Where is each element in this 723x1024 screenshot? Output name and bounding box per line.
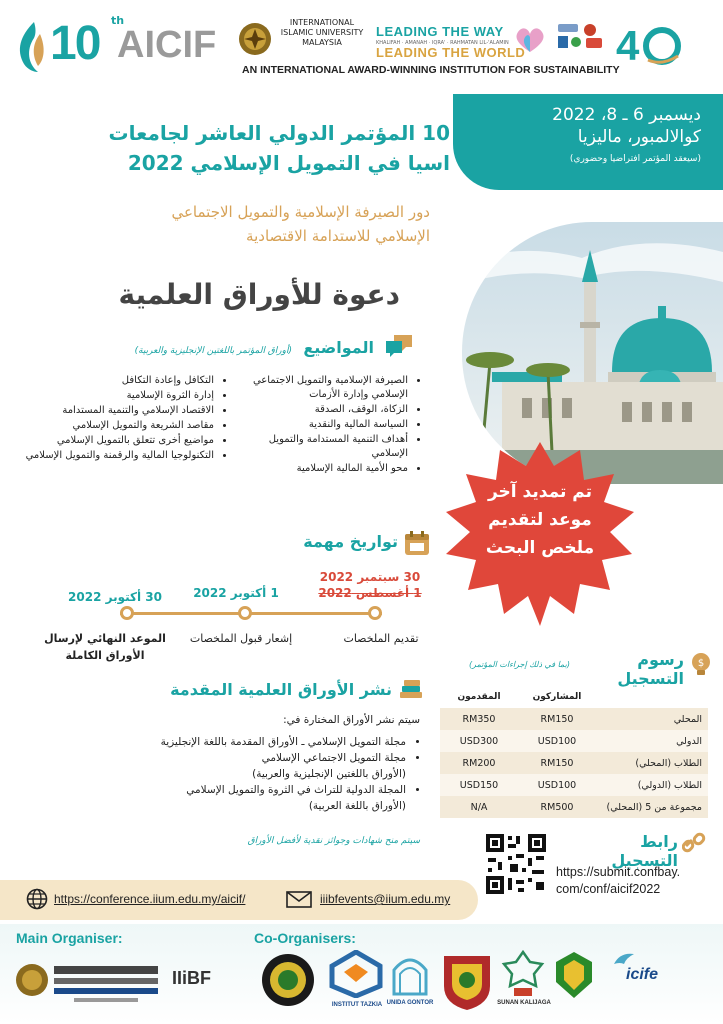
publication-footnote: سيتم منح شهادات وجوائز نقدية لأفضل الأوراق [247, 836, 420, 846]
topics-subheading: (أوراق المؤتمر باللغتين الإنجليزية والعربية) [134, 346, 292, 356]
leading-the-way: LEADING THE WAY [376, 24, 504, 39]
deadline-notice [452, 478, 628, 562]
list-item: • إدارة الثروة الإسلامية [10, 389, 214, 403]
tagline: AN INTERNATIONAL AWARD-WINNING INSTITUTION FOR SUSTAINABILITY [242, 64, 620, 76]
title-line-1: 10 المؤتمر الدولي العاشر لجامعات [108, 121, 450, 145]
fee-cell: USD100 [518, 730, 596, 752]
sunan-kalijaga-logo-icon [500, 950, 546, 1000]
list-item: • السياسة المالية والنقدية [234, 418, 408, 432]
event-dates: ديسمبر 6 ـ 8، 2022 [552, 105, 701, 125]
theme-line-2: الإسلامي للاستدامة الاقتصادية [246, 227, 430, 245]
list-item: • المجلة الدولية للتراث في الثروة والتمويل الإسلامي [60, 782, 406, 798]
event-mode: (سيعقد المؤتمر افتراضيا وحضوري) [569, 154, 701, 164]
crest-logo-icon [438, 950, 496, 1012]
dates-timeline [120, 606, 382, 620]
publication-list [60, 734, 420, 814]
fee-cell: RM200 [440, 752, 518, 774]
unida-logo-icon [390, 950, 430, 998]
registration-url[interactable] [556, 864, 716, 898]
co-organisers-label: Co-Organisers: [254, 930, 356, 946]
topics-list-left [10, 374, 226, 464]
date-full-paper: 30 أكتوبر 2022 [68, 590, 162, 604]
qr-code-icon[interactable] [484, 832, 548, 896]
fee-category: المحلي [596, 708, 708, 730]
registration-url-line-2[interactable]: com/conf/aicif2022 [556, 882, 661, 896]
chat-bubbles-icon [384, 333, 414, 359]
iium-logo-icon [14, 950, 164, 1012]
event-location: كوالالمبور، ماليزيا [577, 127, 701, 147]
conference-title [30, 118, 450, 178]
call-for-papers: دعوة للأوراق العلمية [118, 278, 400, 311]
date-abstract-old: 1 أغسطس 2022 [318, 586, 422, 600]
theme-line-1: دور الصيرفة الإسلامية والتمويل الاجتماعي [171, 203, 430, 221]
sdg-partner-logos-icon [556, 22, 604, 52]
list-item-note: (الأوراق باللغتين الإنجليزية والعربية) [252, 768, 406, 780]
label-acceptance: إشعار قبول الملخصات [189, 632, 293, 645]
fees-heading: رسوم التسجيل [617, 650, 684, 688]
deadline-line-3: ملخص البحث [485, 538, 595, 558]
website-link[interactable]: https://conference.iium.edu.my/aicif/ [54, 892, 246, 906]
col-presenters: المقدمون [457, 692, 501, 702]
table-header [440, 686, 708, 708]
main-organiser-label: Main Organiser: [16, 930, 123, 946]
fee-cell: RM350 [440, 708, 518, 730]
publication-intro: سيتم نشر الأوراق المختارة في: [283, 714, 420, 726]
date-acceptance: 1 أكتوبر 2022 [193, 586, 279, 600]
university-name: INTERNATIONAL ISLAMIC UNIVERSITY MALAYSIA [280, 18, 364, 47]
header [0, 0, 723, 82]
table-row [440, 708, 708, 730]
table-row [440, 774, 708, 796]
svg-text:4: 4 [616, 22, 640, 69]
link-chain-icon [682, 832, 706, 854]
list-item: • مجلة التمويل الاجتماعي الإسلامي [60, 750, 406, 766]
40th-anniversary-icon [612, 20, 688, 70]
dates-heading: تواريخ مهمة [303, 532, 398, 551]
publication-heading: نشر الأوراق العلمية المقدمة [170, 680, 392, 699]
globe-icon [26, 888, 48, 910]
fee-cell: RM500 [518, 796, 596, 818]
logo-name: AICIF [117, 24, 217, 66]
label-abstract-submission: تقديم الملخصات [343, 632, 419, 645]
money-bulb-icon [690, 652, 712, 676]
conference-theme [30, 200, 430, 248]
list-item: • محو الأمية المالية الإسلامية [234, 462, 408, 476]
list-item: • التكنولوجيا المالية والرقمنة والتمويل الإسلامي [10, 449, 214, 463]
icife-logo: icife [626, 966, 659, 983]
fee-cell: USD300 [440, 730, 518, 752]
list-item: • الزكاة، الوقف، الصدقة [234, 403, 408, 417]
topics-list-right [234, 374, 420, 477]
fee-cell: RM150 [518, 752, 596, 774]
mail-icon [286, 891, 312, 908]
calendar-icon [404, 530, 430, 556]
timeline-dot [120, 606, 134, 620]
sunan-caption: SUNAN KALIJAGA [497, 1000, 551, 1006]
tazkia-caption: INSTITUT TAZKIA [331, 1002, 383, 1008]
col-category [596, 686, 708, 708]
books-icon [398, 678, 424, 702]
iibf-logo: IIiBF [172, 968, 211, 988]
unida-caption: UNIDA GONTOR [386, 1000, 434, 1006]
registration-url-line-1[interactable]: https://submit.confbay. [556, 865, 681, 879]
leading-the-world: LEADING THE WORLD [376, 45, 526, 60]
fee-category: مجموعة من 5 (المحلي) [596, 796, 708, 818]
title-line-2: اسيا في التمويل الإسلامي 2022 [127, 151, 450, 175]
fee-cell: USD100 [518, 774, 596, 796]
aicif-logo [14, 12, 234, 74]
iium-crest-icon [238, 22, 272, 56]
timeline-dot [368, 606, 382, 620]
logo-suffix: th [111, 14, 125, 27]
leading-values: KHALIFAH · AMANAH · IQRA' · RAHMATAN LIL-'ALAMIN [376, 40, 509, 46]
label-full-paper: الموعد النهائي لإرسال الأوراق الكاملة [44, 632, 166, 662]
list-item: • مواضيع أخرى تتعلق بالتمويل الإسلامي [10, 434, 214, 448]
fee-category: الطلاب (المحلي) [596, 752, 708, 774]
fee-cell: N/A [440, 796, 518, 818]
date-abstract-new: 30 سبتمبر 2022 [319, 570, 421, 584]
deadline-line-1: تم تمديد آخر [487, 482, 592, 502]
timeline-dot [238, 606, 252, 620]
registration-heading: رابط التسجيل [611, 832, 678, 870]
event-date-box [453, 94, 723, 190]
fee-category: الدولي [596, 730, 708, 752]
fees-subheading: (بما في ذلك إجراءات المؤتمر) [469, 660, 570, 669]
list-item: • الاقتصاد الإسلامي والتنمية المستدامة [10, 404, 214, 418]
list-item: • التكافل وإعادة التكافل [10, 374, 214, 388]
list-item: • مقاصد الشريعة والتمويل الإسلامي [10, 419, 214, 433]
list-item: • أهداف التنمية المستدامة والتمويل الإسلامي [234, 433, 408, 461]
svg-text:$: $ [697, 658, 705, 669]
green-crest-logo-icon [554, 950, 594, 1000]
fee-cell: USD150 [440, 774, 518, 796]
table-row [440, 796, 708, 818]
list-item: • الصيرفة الإسلامية والتمويل الاجتماعي الإسلامي وإدارة الأزمات [234, 374, 408, 402]
col-participants: المشاركون [532, 692, 582, 702]
logo-number: 10 [50, 17, 100, 70]
deadline-line-2: موعد لتقديم [488, 510, 592, 530]
fees-table [440, 686, 708, 818]
sdg-heart-icon [514, 26, 546, 54]
table-row [440, 752, 708, 774]
table-row [440, 730, 708, 752]
fee-category: الطلاب (الدولي) [596, 774, 708, 796]
topics-heading: المواضيع [303, 338, 374, 357]
email-link[interactable]: iiibfevents@iium.edu.my [320, 892, 451, 906]
fee-cell: RM150 [518, 708, 596, 730]
list-item-note: (الأوراق باللغة العربية) [308, 800, 406, 812]
flame-logo-icon [14, 20, 48, 74]
tazkia-logo-icon [328, 950, 384, 998]
unisba-logo-icon [256, 950, 320, 1012]
list-item: • مجلة التمويل الإسلامي ـ الأوراق المقدمة باللغة الإنجليزية [60, 734, 406, 750]
